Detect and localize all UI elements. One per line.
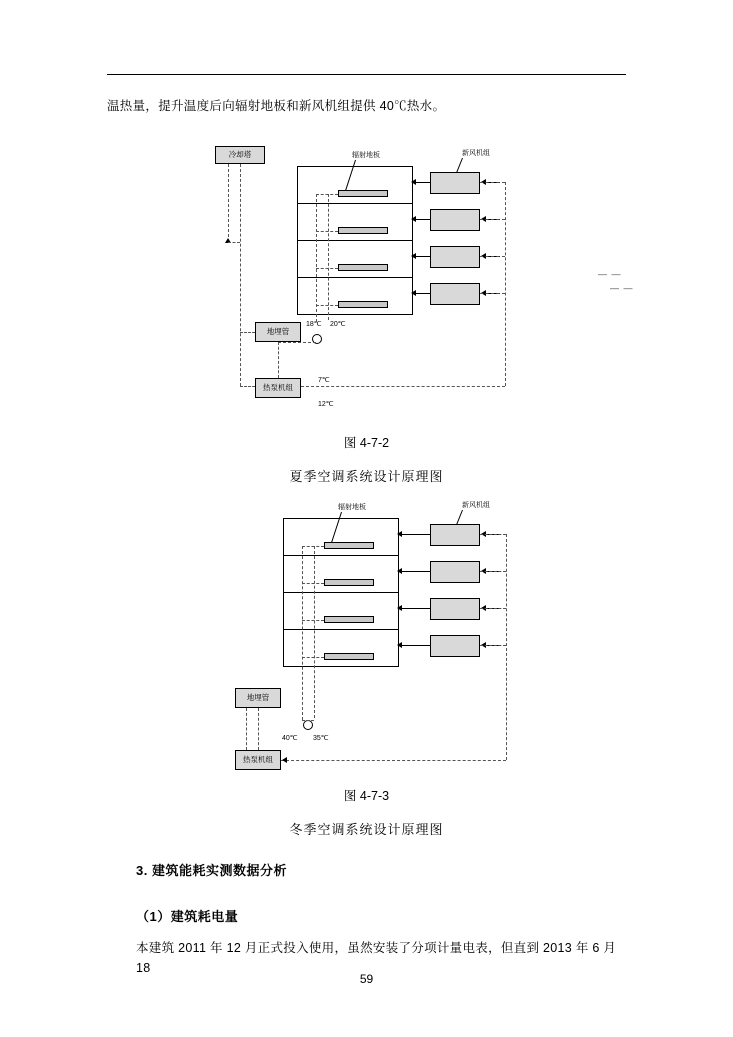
pipe-dashed <box>302 720 314 721</box>
pipe-dashed <box>316 305 338 306</box>
pipe-dashed <box>328 194 329 320</box>
duct-arrow <box>411 253 416 259</box>
ahu-unit <box>430 561 480 583</box>
radiant-floor-label: 辐射地板 <box>338 504 366 511</box>
radiant-floor-slab <box>324 653 374 660</box>
pipe-dashed <box>480 293 505 294</box>
page-number: 59 <box>359 972 374 986</box>
ground-pipe-box: 地埋管 <box>235 688 281 708</box>
radiant-floor-label: 辐射地板 <box>352 152 380 159</box>
bottom-paragraph: 本建筑 2011 年 12 月正式投入使用，虽然安装了分项计量电表，但直到 2013 年 6 月 18 <box>136 941 617 975</box>
ahu-unit <box>430 598 480 620</box>
figure1-number: 图 4-7-2 <box>343 436 390 450</box>
top-paragraph: 温热量，提升温度后向辐射地板和新风机组提供 40℃热水。 <box>107 99 446 113</box>
pipe-dashed <box>316 194 317 322</box>
section-heading-1: （1）建筑耗电量 <box>136 909 239 924</box>
pipe-dashed <box>505 182 506 386</box>
heat-pump-box: 热泵机组 <box>255 378 301 398</box>
pipe-dashed <box>228 164 229 242</box>
pipe-dashed <box>316 231 338 232</box>
ahu-unit <box>430 524 480 546</box>
pipe-dashed <box>506 534 507 760</box>
duct-arrow <box>411 179 416 185</box>
duct-arrow <box>397 568 402 574</box>
duct-arrow <box>397 605 402 611</box>
header-rule <box>107 74 626 75</box>
ground-pipe-box: 地埋管 <box>255 322 301 342</box>
pump-icon <box>303 720 313 730</box>
pipe-dashed <box>302 546 303 720</box>
temp-label-40: 40℃ <box>282 735 298 742</box>
pipe-dashed <box>314 546 315 718</box>
ahu-unit <box>430 635 480 657</box>
duct-line <box>399 645 430 646</box>
duct-arrow <box>397 642 402 648</box>
floor-divider <box>283 555 399 556</box>
heat-pump-box: 热泵机组 <box>235 750 281 770</box>
duct-line <box>399 571 430 572</box>
radiant-floor-slab <box>324 542 374 549</box>
duct-arrow <box>411 216 416 222</box>
duct-line <box>399 534 430 535</box>
pipe-dashed <box>302 583 324 584</box>
figure1-title: 夏季空调系统设计原理图 <box>289 469 444 484</box>
ahu-unit <box>430 283 480 305</box>
duct-line <box>399 608 430 609</box>
pipe-dashed <box>480 534 506 535</box>
duct-arrow <box>397 531 402 537</box>
floor-divider <box>297 203 413 204</box>
pipe-dashed <box>316 194 338 195</box>
pipe-dashed <box>480 219 505 220</box>
figure-summer-diagram <box>0 138 733 423</box>
cooling-tower-box: 冷却塔 <box>215 146 265 164</box>
pipe-dashed <box>240 386 255 387</box>
floor-divider <box>297 277 413 278</box>
radiant-floor-slab <box>324 616 374 623</box>
pipe-dashed <box>301 386 505 387</box>
pipe-dashed <box>480 645 506 646</box>
margin-mark-1: — — <box>598 269 622 279</box>
ahu-unit <box>430 209 480 231</box>
pipe-dashed <box>246 708 247 750</box>
figure2-number: 图 4-7-3 <box>343 789 390 803</box>
figure2-title: 冬季空调系统设计原理图 <box>289 822 444 837</box>
pipe-arrow <box>282 757 287 763</box>
ahu-unit <box>430 246 480 268</box>
floor-divider <box>297 240 413 241</box>
floor-divider <box>283 592 399 593</box>
temp-label-18: 18℃ <box>306 321 322 328</box>
pipe-dashed <box>302 620 324 621</box>
pipe-dashed <box>240 164 241 386</box>
temp-label-7: 7℃ <box>318 377 330 384</box>
pipe-dashed <box>240 332 255 333</box>
margin-mark-2: — — <box>610 283 634 293</box>
temp-label-35: 35℃ <box>313 735 329 742</box>
pipe-dashed <box>480 182 505 183</box>
temp-label-20: 20℃ <box>330 321 346 328</box>
figure-winter-diagram <box>0 492 733 777</box>
pipe-dashed <box>278 342 279 378</box>
pipe-dashed <box>480 256 505 257</box>
radiant-floor-slab <box>338 264 388 271</box>
temp-label-12: 12℃ <box>318 401 334 408</box>
pipe-dashed <box>316 268 338 269</box>
pipe-dashed <box>302 546 324 547</box>
ahu-unit <box>430 172 480 194</box>
pipe-dashed <box>302 657 324 658</box>
section-heading-3: 3. 建筑能耗实测数据分析 <box>136 863 287 878</box>
pipe-dashed <box>278 342 316 343</box>
pipe-dashed <box>281 760 506 761</box>
pipe-dashed <box>228 242 240 243</box>
radiant-floor-slab <box>324 579 374 586</box>
radiant-floor-slab <box>338 227 388 234</box>
pipe-dashed <box>258 708 259 750</box>
duct-arrow <box>411 290 416 296</box>
floor-divider <box>283 629 399 630</box>
ahu-label: 新风机组 <box>462 502 490 509</box>
radiant-floor-slab <box>338 301 388 308</box>
radiant-floor-slab <box>338 190 388 197</box>
ahu-label: 新风机组 <box>462 150 490 157</box>
pipe-dashed <box>480 608 506 609</box>
pipe-dashed <box>480 571 506 572</box>
